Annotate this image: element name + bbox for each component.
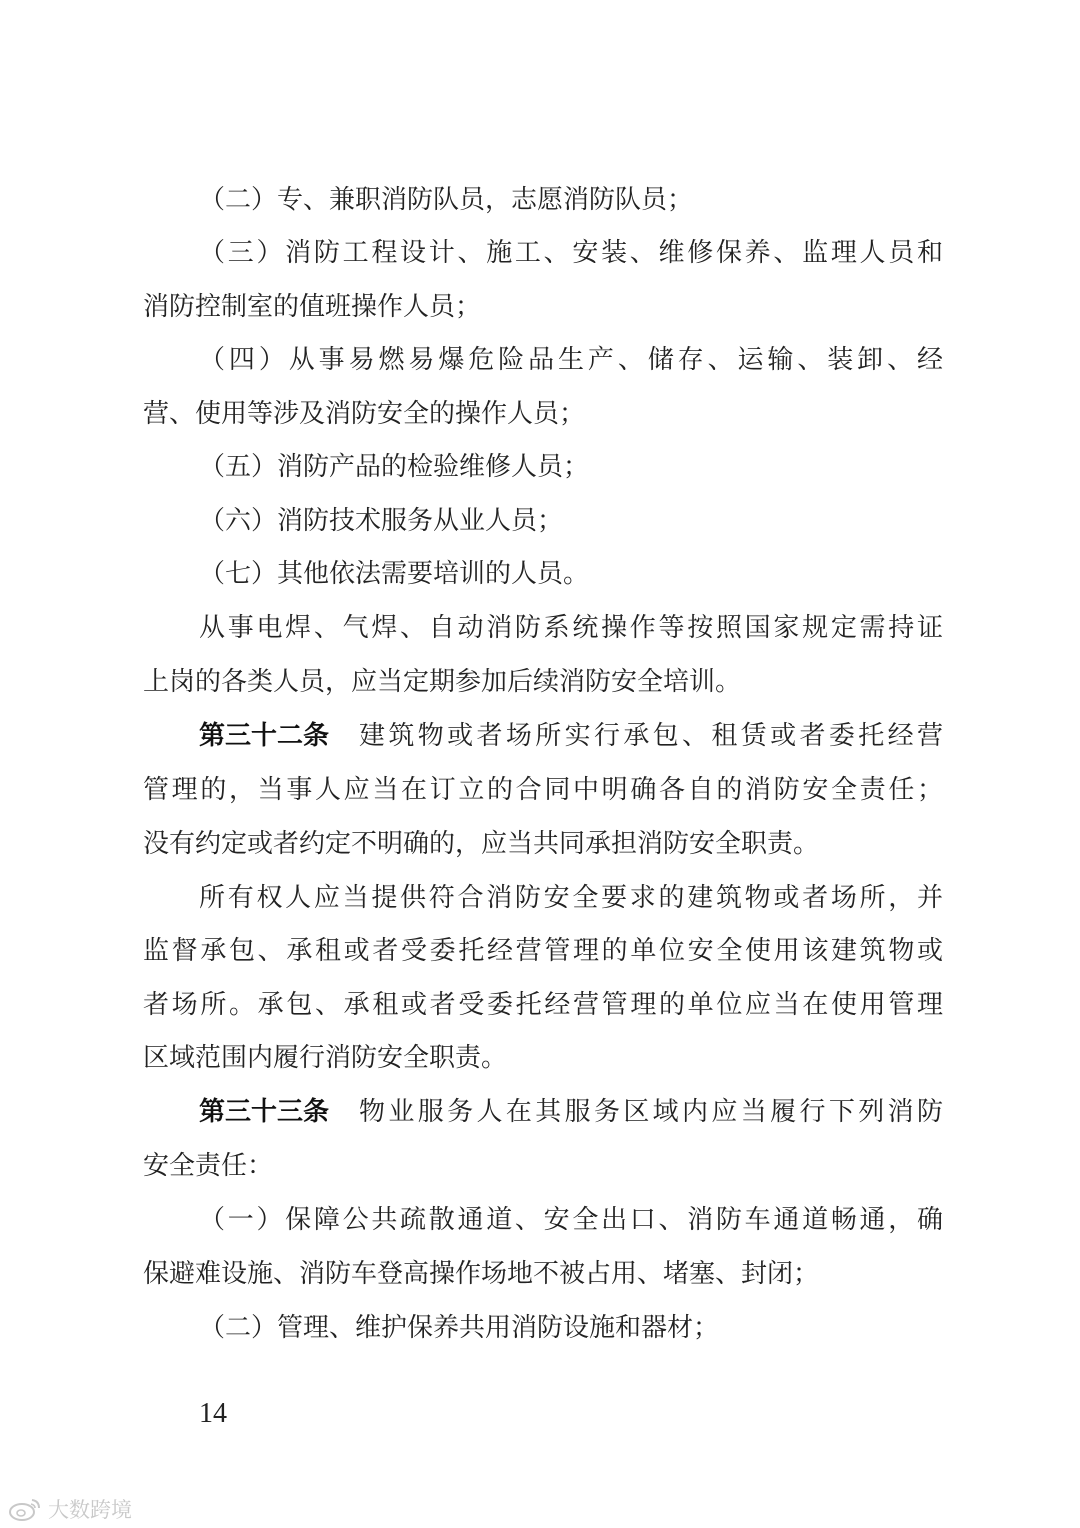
text-line: （四）从事易燃易爆危险品生产、储存、运输、装卸、经 — [199, 345, 943, 375]
text-line: （六）消防技术服务从业人员； — [199, 506, 564, 536]
article-32-first-line — [199, 709, 943, 763]
text-line: 所有权人应当提供符合消防安全要求的建筑物或者场所，并 — [199, 883, 943, 913]
text-line: （三）消防工程设计、施工、安装、维修保养、监理人员和 — [199, 238, 943, 268]
text-line: （七）其他依法需要培训的人员。 — [199, 559, 590, 589]
watermark-text: 大数跨境 — [48, 1498, 132, 1522]
article-33-heading: 第三十三条 — [199, 1097, 330, 1127]
text-line: 上岗的各类人员，应当定期参加后续消防安全培训。 — [143, 667, 742, 697]
text-line: （五）消防产品的检验维修人员； — [199, 452, 590, 482]
weibo-logo-icon — [8, 1496, 42, 1522]
text-line: 建筑物或者场所实行承包、租赁或者委托经营 — [359, 721, 943, 751]
text-line: 区域范围内履行消防安全职责。 — [143, 1043, 508, 1073]
text-line: 管理的，当事人应当在订立的合同中明确各自的消防安全责任； — [143, 775, 943, 805]
article-32-heading: 第三十二条 — [199, 721, 330, 751]
text-line: 从事电焊、气焊、自动消防系统操作等按照国家规定需持证 — [199, 613, 943, 643]
text-line: 保避难设施、消防车登高操作场地不被占用、堵塞、封闭； — [143, 1259, 820, 1289]
text-line: （二）专、兼职消防队员，志愿消防队员； — [199, 185, 694, 215]
watermark — [8, 1494, 132, 1524]
text-line: 营、使用等涉及消防安全的操作人员； — [143, 399, 586, 429]
text-line: （一）保障公共疏散通道、安全出口、消防车通道畅通，确 — [199, 1205, 943, 1235]
page-number: 14 — [199, 1398, 227, 1429]
text-line: 消防控制室的值班操作人员； — [143, 292, 482, 322]
text-line: 物业服务人在其服务区域内应当履行下列消防 — [359, 1097, 943, 1127]
text-line: 没有约定或者约定不明确的，应当共同承担消防安全职责。 — [143, 829, 820, 859]
article-33-first-line — [199, 1085, 943, 1139]
text-line: 监督承包、承租或者受委托经营管理的单位安全使用该建筑物或 — [143, 936, 943, 966]
text-line: （二）管理、维护保养共用消防设施和器材； — [199, 1313, 720, 1343]
text-line: 者场所。承包、承租或者受委托经营管理的单位应当在使用管理 — [143, 990, 943, 1020]
text-line: 安全责任： — [143, 1151, 274, 1181]
